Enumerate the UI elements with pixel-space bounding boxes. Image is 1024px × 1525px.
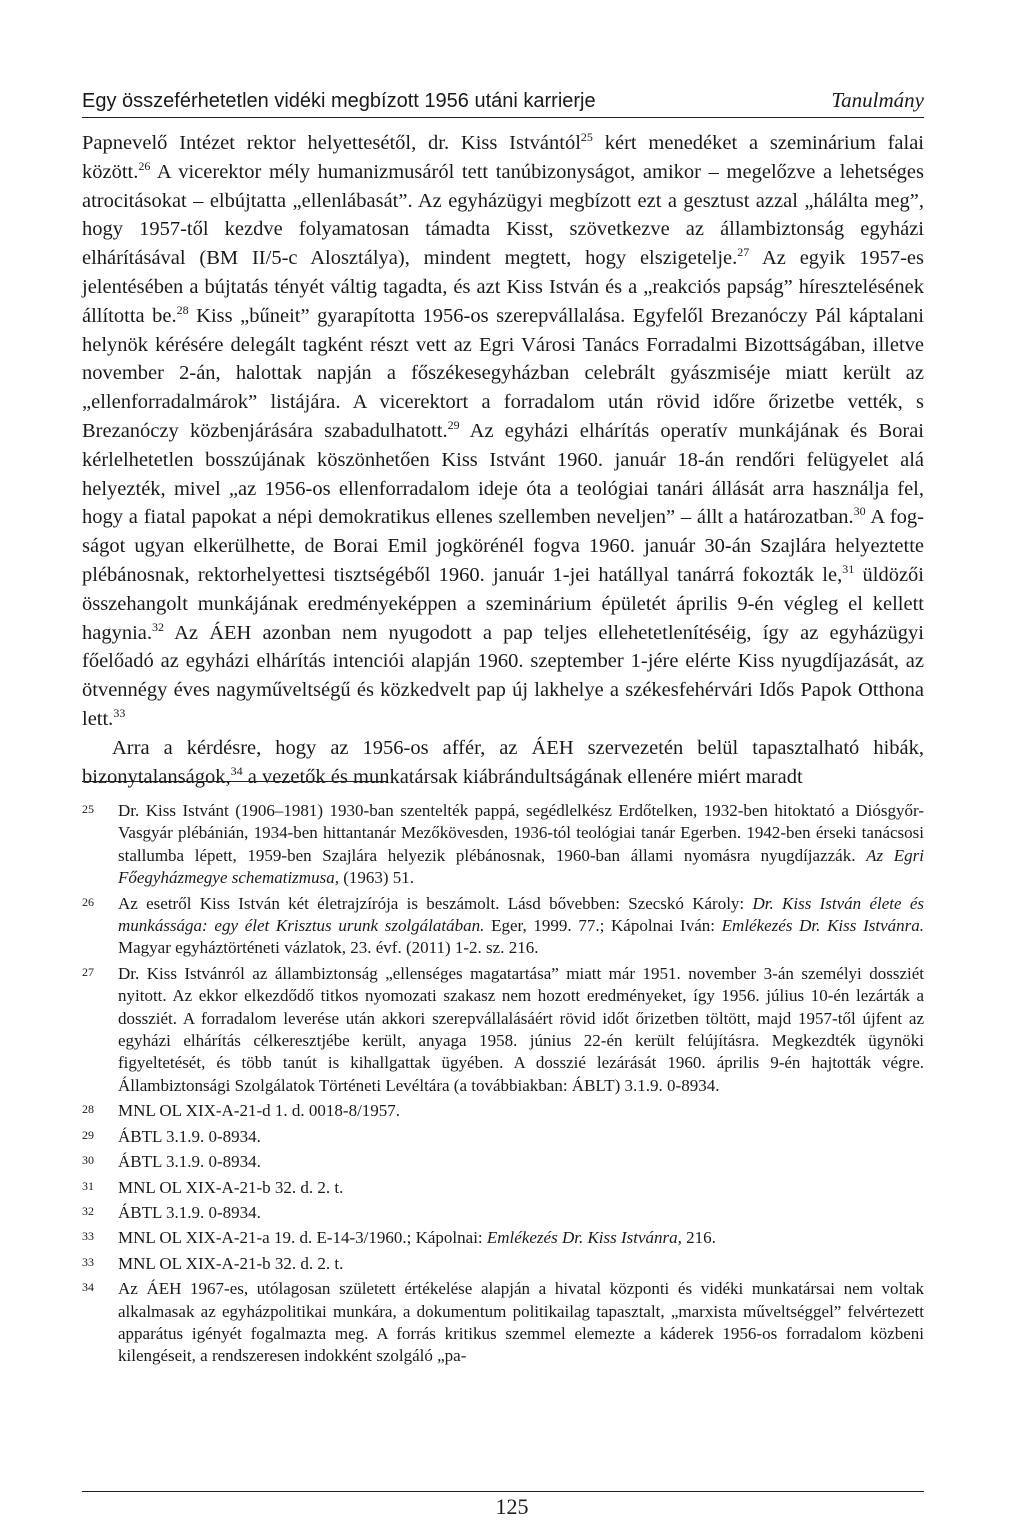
footnote-text: ÁBTL 3.1.9. 0-8934.	[118, 1202, 261, 1222]
footnote	[82, 1253, 924, 1275]
text-run: Magyar egyháztörténeti vázlatok, 23. évf. (2011) 1-2. sz. 216.	[118, 938, 539, 958]
footnote-text: MNL OL XIX-A-21-b 32. d. 2. t.	[118, 1177, 344, 1197]
italic-title: Emlékezés Dr. Kiss Istvánra,	[486, 1228, 682, 1248]
text-run: Kiss „bűneit” gyarapította 1956-os szerepvállalása. Egyfelől Brezanóczy Pál káptalani helynök kérésére delegált tagként részt vett az Egri Városi Tanács Forradalmi Bizottságában, illetve november 2-án, halottak napján a főszékesegyházban celebrált gyászmiséje miatt került az „ellenforradalmárok” listájára. A vicerektort a forradalom után rövid időre őrizetbe vették, s Brezanóczy közbenjárására szabadulhatott.	[82, 304, 924, 442]
footnote-text: MNL OL XIX-A-21-d 1. d. 0018-8/1957.	[118, 1101, 401, 1121]
footnote-text: ÁBTL 3.1.9. 0-8934.	[118, 1152, 261, 1172]
footnote-number: 28	[82, 1102, 94, 1117]
footnote-number: 29	[82, 1127, 94, 1142]
footnote-number: 34	[82, 1280, 94, 1295]
italic-title: Emlékezés Dr. Kiss Istvánra.	[721, 916, 924, 936]
footnote	[82, 1126, 924, 1148]
text-run: Papnevelő Intézet rektor helyettesétől, dr. Kiss Istvántól	[82, 132, 581, 154]
text-run: a vezetők és munkatársak kiábrándultságának ellenére miért maradt	[242, 765, 803, 788]
text-run: 216.	[681, 1228, 716, 1248]
footnote-ref: 25	[580, 130, 593, 144]
footnote-text	[118, 1227, 924, 1249]
footnote-text	[118, 893, 924, 960]
footnote	[82, 800, 924, 890]
footnote-ref: 33	[113, 705, 126, 720]
bottom-rule	[82, 1491, 924, 1492]
footnote-ref: 26	[138, 158, 151, 173]
footnote-separator	[82, 781, 387, 782]
footnotes	[82, 800, 924, 1371]
footnote-number: 31	[82, 1178, 94, 1193]
footnote-ref: 28	[176, 302, 189, 317]
text-run: A vicerektor mély humanizmusáról tett tanúbizonyságot, amikor – megelőzve a lehetséges atrocitásokat – elbújtatta „ellenlábasát”. Az egyházügyi megbízott ezt a gesztust azzal „hálálta meg”, hogy 1957-től kezdve folyamatosan támadta Kisst, szövetkezve az állambiztonság egyházi elhárításával (BM II/5-c Alosztálya), mindent megtett, hogy elszigetelje.	[82, 160, 924, 270]
footnote-ref: 34	[230, 763, 243, 778]
footnote-number: 27	[82, 964, 94, 979]
italic-title: Dr. Kiss István élete és munkássága: egy élet Krisztus urunk szolgálatában.	[118, 893, 924, 936]
body-text	[82, 129, 924, 791]
section-label: Tanulmány	[831, 88, 924, 112]
italic-title: Az Egri Főegyházmegye schematizmusa,	[118, 845, 924, 888]
text-run: A fogságot ugyan elkerülhette, de Borai Emil jogkörénél fogva 1960. január 30-án Szajlára helyeztette plébánosnak, rektorhelyettesi tisztségéből 1960. január 1-jei hatállyal tanárrá fokozták le,	[82, 506, 924, 586]
footnote-text: ÁBTL 3.1.9. 0-8934.	[118, 1126, 261, 1146]
footnote	[82, 893, 924, 960]
footnote-ref: 30	[853, 504, 866, 519]
footnote-text: Az ÁEH 1967-es, utólagosan született értékelése alapján a hivatal központi és vidéki munkatársai nem voltak alkalmasak az egyházpolitikai munkára, a dokumentum politikailag tapasztalt, „marxista műveltséggel” felvértezett apparátus igényét fogalmazta meg. A forrás kritikus szemmel elemezte a káderek 1956-os forradalom közbeni kilengéseit, a rendszeresen indokként szolgáló „pa-	[118, 1279, 924, 1366]
text-run: Az egyik 1957-es jelentésében a bújtatás tényét váltig tagadta, és azt Kiss István és a „reakciós papság” híresztelésének állította be.	[82, 247, 924, 327]
footnote-number: 25	[82, 802, 94, 816]
text-run: Az egyházi elhárítás operatív munkájának és Borai kérlelhetetlen bosszújának köszönhetően Kiss Istvánt 1960. január 18-án rendőri felügyelet alá helyezték, mivel „az 1956-os ellenforradalom ideje óta a teológiai tanári állását arra használja fel, hogy a fiatal papokat a népi demokratikus ellenes szellemben neveljen” – állt a határozatban.	[82, 419, 924, 529]
footnote-number: 32	[82, 1203, 94, 1218]
footnote-text: MNL OL XIX-A-21-b 32. d. 2. t.	[118, 1253, 344, 1273]
footnote-ref: 32	[152, 619, 165, 634]
text-run: MNL OL XIX-A-21-a 19. d. E-14-3/1960.; Kápolnai:	[118, 1228, 487, 1248]
paragraph	[82, 734, 924, 792]
footnote	[82, 1202, 924, 1224]
text-run: Az esetről Kiss István két életrajzírója is beszámolt. Lásd bővebben: Szecskó Károly:	[118, 893, 753, 913]
footnote	[82, 963, 924, 1097]
paragraph	[82, 129, 924, 734]
page-number: 125	[495, 1494, 529, 1519]
text-run: Arra a kérdésre, hogy az 1956-os affér, az ÁEH szervezetén belül tapasztalható hibák, bizonytalanságok,	[82, 736, 924, 788]
running-header	[82, 88, 924, 118]
footnote	[82, 1100, 924, 1122]
footnote-number: 26	[82, 894, 94, 909]
footnote-ref: 31	[842, 561, 855, 576]
text-run: (1963) 51.	[338, 868, 415, 888]
footnote	[82, 1227, 924, 1249]
text-run: üldözői összehangolt munkájának eredményeképpen a szeminárium épületét április 9-én végleg el kellett hagynia.	[82, 563, 924, 644]
footnote-number: 30	[82, 1153, 94, 1168]
footnote-text: Dr. Kiss Istvánról az állambiztonság „ellenséges magatartása” miatt már 1951. november 3-án személyi dossziét nyitott. Az ekkor elkezdődő titkos nyomozati szakasz nem hozott eredményeket, így 1956. július 10-én lezárták a dossziét. A forradalom leverése után akkori szerepvállalásáért rövid időt őrizetben töltött, majd 1957-től újfent az egyházi elhárítás célkeresztjébe került, anyaga 1958. június 22-én került felújításra. Megkezdték ügynöki figyeltetését, és több tanút is kihallgattak ügyében. A dosszié lezárását 1960. április 9-én hajtották végre. Állambiztonsági Szolgálatok Történeti Levéltára (a továbbiakban: ÁBLT) 3.1.9. 0-8934.	[118, 963, 924, 1095]
footnote	[82, 1278, 924, 1368]
footnote-ref: 27	[737, 245, 750, 260]
footnote-number: 33	[82, 1229, 94, 1244]
text-run: kért menedéket a szeminárium falai között.	[82, 132, 924, 183]
footnote-text	[118, 800, 924, 890]
running-title: Egy összeférhetetlen vidéki megbízott 1956 utáni karrierje	[82, 90, 596, 112]
footnote	[82, 1177, 924, 1199]
footnote-ref: 29	[447, 417, 460, 432]
text-run: Az ÁEH azonban nem nyugodott a pap teljes ellehetetlenítéséig, így az egyházügyi főelőadó az egyházi elhárítás intenciói alapján 1960. szeptember 1-jére elérte Kiss nyugdíjazását, az ötvennégy éves nagyműveltségű és közkedvelt pap új lakhelye a székesfehérvári Idős Papok Otthona lett.	[82, 621, 924, 730]
footnote	[82, 1151, 924, 1173]
footnote-number: 33	[82, 1254, 94, 1269]
text-run: Dr. Kiss Istvánt (1906–1981) 1930-ban szentelték pappá, segédlelkész Erdőtelken, 1932-ben hitoktató a Diósgyőr-Vasgyár plébánián, 1934-ben hittantanár Mezőkövesden, 1936-tól teológiai tanár Egerben. 1942-ben érseki tanácsosi stallumba lépett, 1959-ben Szajlára helyezik plébánosnak, 1960-ban állami nyomásra nyugdíjazzák.	[118, 801, 924, 865]
text-run: Eger, 1999. 77.; Kápolnai Iván:	[484, 916, 722, 936]
